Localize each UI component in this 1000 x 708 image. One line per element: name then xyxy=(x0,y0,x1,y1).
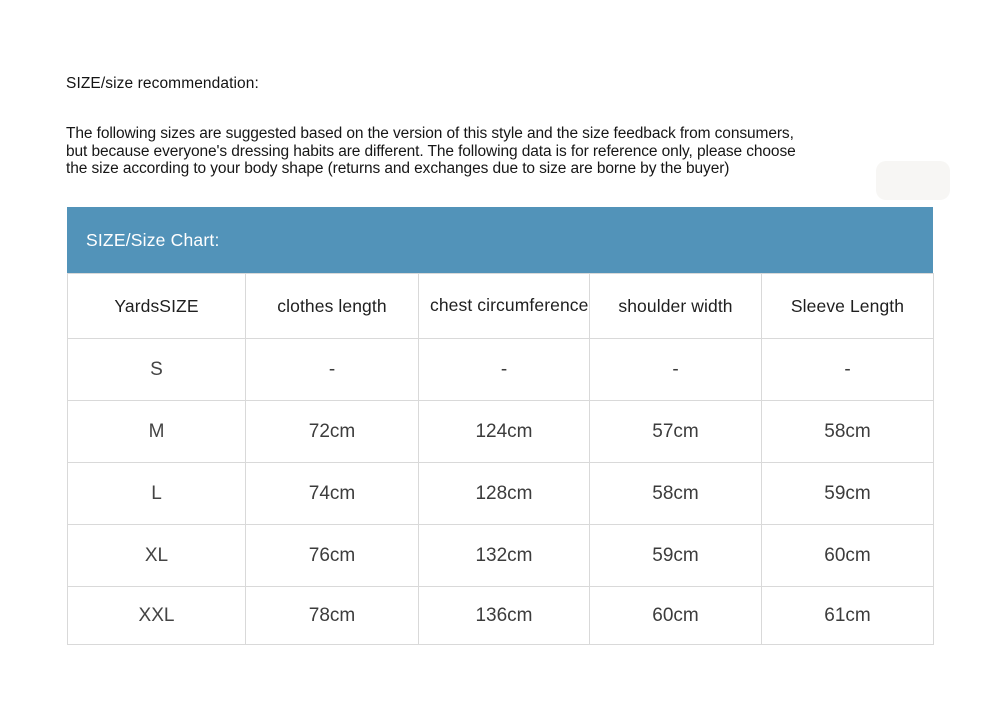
size-note-line: but because everyone's dressing habits are different. The following data is for reference only, please choose xyxy=(66,142,796,160)
column-header-shoulder-width: shoulder width xyxy=(590,274,762,339)
size-cell: - xyxy=(590,339,762,401)
column-header-sleeve-length: Sleeve Length xyxy=(762,274,934,339)
size-row-label: XL xyxy=(68,525,246,587)
size-cell: 74cm xyxy=(246,463,419,525)
size-cell: 58cm xyxy=(762,401,934,463)
size-note-line: The following sizes are suggested based on the version of this style and the size feedback from consumers, xyxy=(66,125,794,142)
size-row-xl xyxy=(68,525,934,587)
size-row-m xyxy=(68,401,934,463)
column-header-chest-circumference: chest circumference xyxy=(419,274,590,339)
size-cell: 78cm xyxy=(246,587,419,645)
size-cell: 58cm xyxy=(590,463,762,525)
size-cell: 124cm xyxy=(419,401,590,463)
size-cell: 57cm xyxy=(590,401,762,463)
watermark-ghost xyxy=(876,161,950,200)
size-cell: 72cm xyxy=(246,401,419,463)
size-cell: 136cm xyxy=(419,587,590,645)
size-cell: 60cm xyxy=(762,525,934,587)
size-cell: 61cm xyxy=(762,587,934,645)
size-note-line: the size according to your body shape (returns and exchanges due to size are borne by the buyer) xyxy=(66,160,730,177)
size-cell: 128cm xyxy=(419,463,590,525)
size-row-label: M xyxy=(68,401,246,463)
size-row-l xyxy=(68,463,934,525)
section-title: SIZE/size recommendation: xyxy=(66,75,259,92)
size-cell: 76cm xyxy=(246,525,419,587)
size-row-xxl xyxy=(68,587,934,645)
size-chart-banner-title: SIZE/Size Chart: xyxy=(86,229,220,250)
size-row-label: XXL xyxy=(68,587,246,645)
size-table xyxy=(67,273,934,645)
size-cell: - xyxy=(246,339,419,401)
size-row-label: S xyxy=(68,339,246,401)
size-table-header-row xyxy=(68,274,934,339)
size-cell: - xyxy=(762,339,934,401)
size-note xyxy=(66,125,946,178)
size-cell: 132cm xyxy=(419,525,590,587)
size-cell: 60cm xyxy=(590,587,762,645)
column-header-size: YardsSIZE xyxy=(68,274,246,339)
size-cell: 59cm xyxy=(590,525,762,587)
size-chart xyxy=(67,207,933,645)
size-cell: 59cm xyxy=(762,463,934,525)
size-row-label: L xyxy=(68,463,246,525)
size-chart-banner xyxy=(67,207,933,273)
column-header-clothes-length: clothes length xyxy=(246,274,419,339)
size-cell: - xyxy=(419,339,590,401)
size-row-s xyxy=(68,339,934,401)
